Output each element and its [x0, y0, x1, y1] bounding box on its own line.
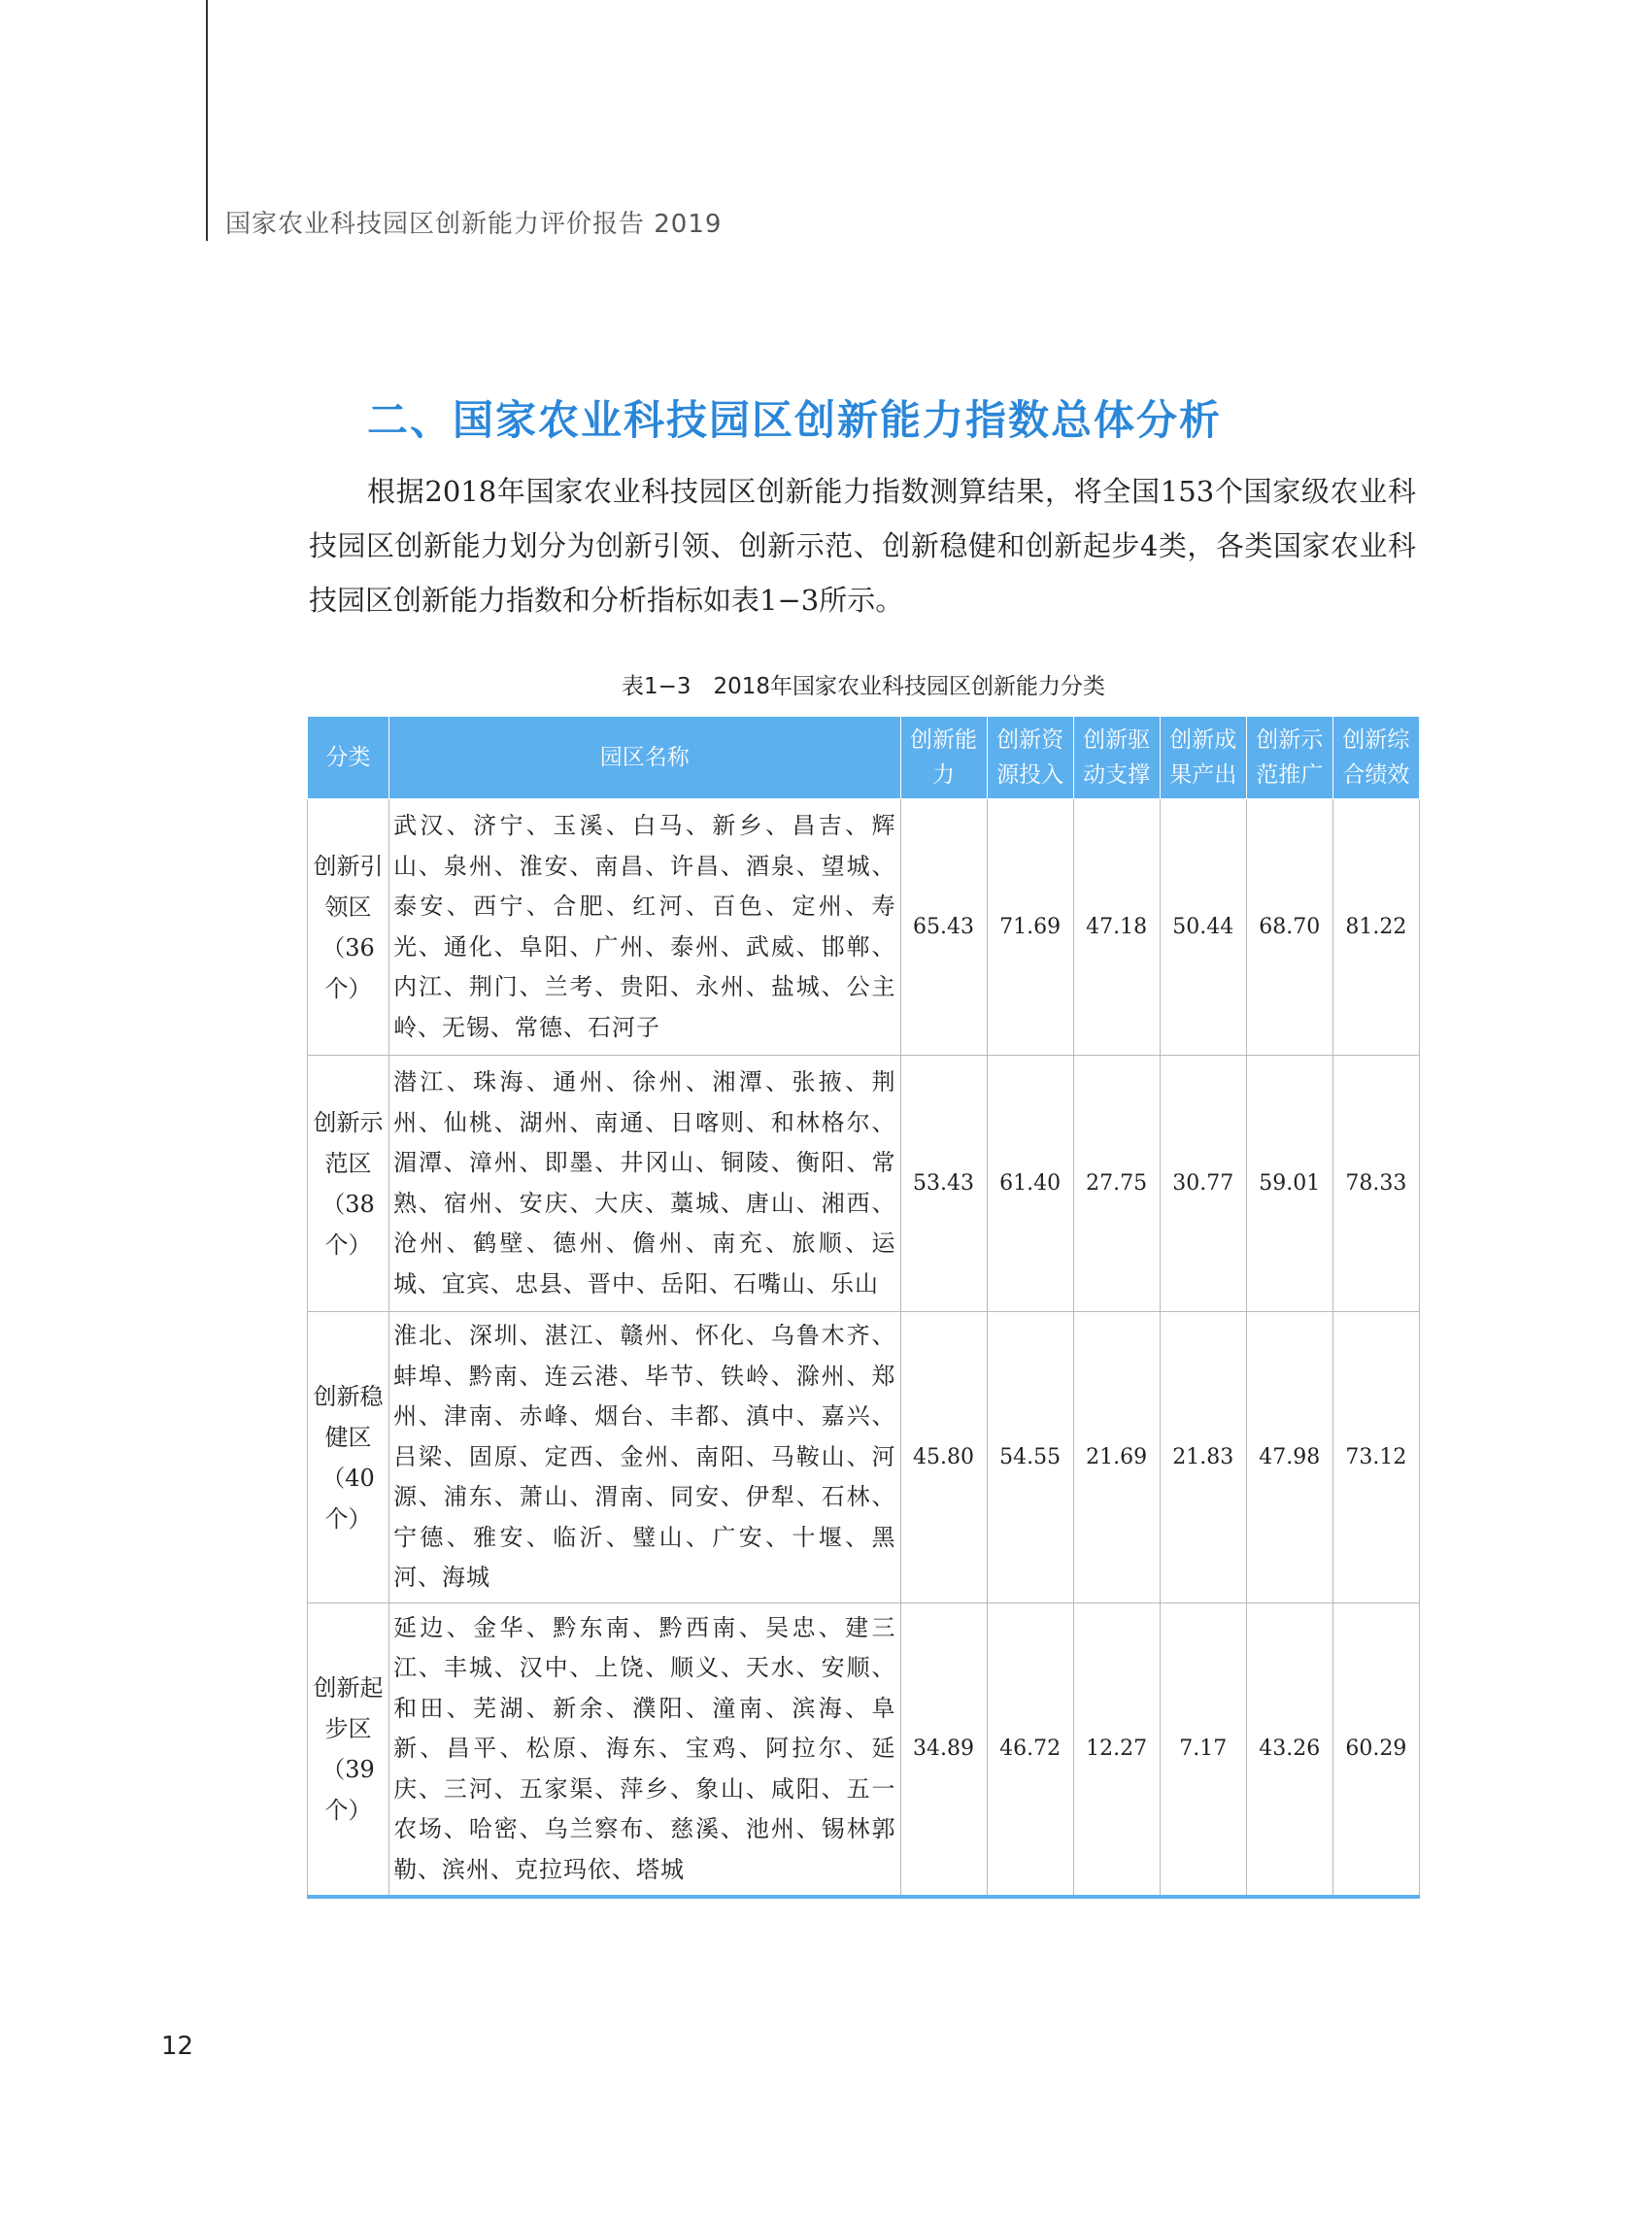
table-header-row — [308, 717, 1420, 799]
value-cell: 73.12 — [1332, 1312, 1419, 1603]
table-caption: 表1−3 2018年国家农业科技园区创新能力分类 — [621, 674, 1106, 699]
header-innovation-capacity: 创新能力 — [900, 717, 987, 799]
value-cell: 68.70 — [1246, 799, 1332, 1056]
value-cell: 45.80 — [900, 1312, 987, 1603]
park-names-cell: 延边、金华、黔东南、黔西南、吴忠、建三江、丰城、汉中、上饶、顺义、天水、安顺、和田、芜湖、新余、濮阳、潼南、滨海、阜新、昌平、松原、海东、宝鸡、阿拉尔、延庆、三河、五家渠、萍乡、象山、咸阳、五一农场、哈密、乌兰察布、慈溪、池州、锡林郭勒、滨州、克拉玛依、塔城 — [389, 1603, 900, 1897]
value-cell: 43.26 — [1246, 1603, 1332, 1897]
value-cell: 50.44 — [1160, 799, 1246, 1056]
value-cell: 12.27 — [1073, 1603, 1160, 1897]
value-cell: 81.22 — [1332, 799, 1419, 1056]
header-category: 分类 — [308, 717, 389, 799]
value-cell: 53.43 — [900, 1056, 987, 1312]
header-resource-input: 创新资源投入 — [987, 717, 1073, 799]
park-names-cell: 淮北、深圳、湛江、赣州、怀化、乌鲁木齐、蚌埠、黔南、连云港、毕节、铁岭、滁州、郑州、津南、赤峰、烟台、丰都、滇中、嘉兴、吕梁、固原、定西、金州、南阳、马鞍山、河源、浦东、萧山、渭南、同安、伊犁、石林、宁德、雅安、临沂、璧山、广安、十堰、黑河、海城 — [389, 1312, 900, 1603]
value-cell: 61.40 — [987, 1056, 1073, 1312]
section-title: 二、国家农业科技园区创新能力指数总体分析 — [367, 396, 1223, 444]
value-cell: 47.98 — [1246, 1312, 1332, 1603]
value-cell: 71.69 — [987, 799, 1073, 1056]
header-park-names: 园区名称 — [389, 717, 900, 799]
value-cell: 27.75 — [1073, 1056, 1160, 1312]
category-cell — [308, 1056, 389, 1312]
category-label: 创新示范区 — [313, 1108, 384, 1177]
classification-table — [307, 717, 1420, 1899]
value-cell: 21.69 — [1073, 1312, 1160, 1603]
category-label: 创新稳健区 — [313, 1382, 384, 1451]
park-names-cell: 武汉、济宁、玉溪、白马、新乡、昌吉、辉山、泉州、淮安、南昌、许昌、酒泉、望城、泰安、西宁、合肥、红河、百色、定州、寿光、通化、阜阳、广州、泰州、武威、邯郸、内江、荆门、兰考、贵阳、永州、盐城、公主岭、无锡、常德、石河子 — [389, 799, 900, 1056]
body-paragraph: 根据2018年国家农业科技园区创新能力指数测算结果，将全国153个国家级农业科技园区创新能力划分为创新引领、创新示范、创新稳健和创新起步4类，各类国家农业科技园区创新能力指数和分析指标如表1−3所示。 — [309, 475, 1416, 617]
category-count: （36个） — [321, 933, 375, 1002]
value-cell: 60.29 — [1332, 1603, 1419, 1897]
value-cell: 7.17 — [1160, 1603, 1246, 1897]
value-cell: 34.89 — [900, 1603, 987, 1897]
category-count: （39个） — [321, 1755, 375, 1824]
table-row — [308, 1056, 1420, 1312]
header-demonstration: 创新示范推广 — [1246, 717, 1332, 799]
value-cell: 47.18 — [1073, 799, 1160, 1056]
category-cell — [308, 799, 389, 1056]
table-row — [308, 1312, 1420, 1603]
header-output: 创新成果产出 — [1160, 717, 1246, 799]
park-names-cell: 潜江、珠海、通州、徐州、湘潭、张掖、荆州、仙桃、湖州、南通、日喀则、和林格尔、湄潭、漳州、即墨、井冈山、铜陵、衡阳、常熟、宿州、安庆、大庆、藁城、唐山、湘西、沧州、鹤壁、德州、儋州、南充、旅顺、运城、宜宾、忠县、晋中、岳阳、石嘴山、乐山 — [389, 1056, 900, 1312]
value-cell: 46.72 — [987, 1603, 1073, 1897]
value-cell: 54.55 — [987, 1312, 1073, 1603]
value-cell: 30.77 — [1160, 1056, 1246, 1312]
header-driving-support: 创新驱动支撑 — [1073, 717, 1160, 799]
category-label: 创新引领区 — [313, 852, 384, 921]
table-row — [308, 1603, 1420, 1897]
category-count: （40个） — [321, 1464, 375, 1533]
table-row — [308, 799, 1420, 1056]
category-count: （38个） — [321, 1190, 375, 1259]
category-cell — [308, 1312, 389, 1603]
running-header: 国家农业科技园区创新能力评价报告 2019 — [225, 210, 723, 239]
page-number: 12 — [161, 2032, 194, 2061]
header-performance: 创新综合绩效 — [1332, 717, 1419, 799]
value-cell: 21.83 — [1160, 1312, 1246, 1603]
header-rule — [206, 0, 208, 241]
value-cell: 59.01 — [1246, 1056, 1332, 1312]
value-cell: 78.33 — [1332, 1056, 1419, 1312]
value-cell: 65.43 — [900, 799, 987, 1056]
category-label: 创新起步区 — [313, 1673, 384, 1742]
category-cell — [308, 1603, 389, 1897]
